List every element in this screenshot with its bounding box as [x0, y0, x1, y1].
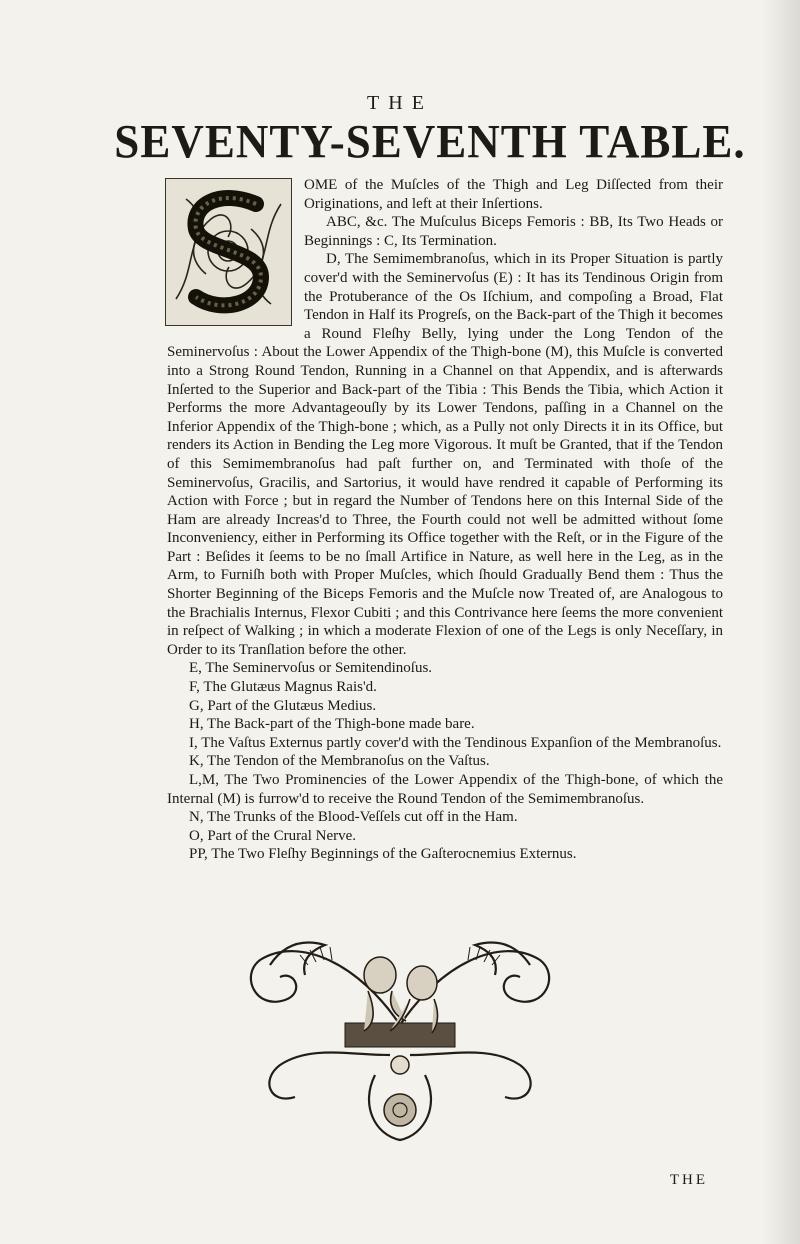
intro-paragraph: OME of the Muſcles of the Thigh and Leg Diſſected from their Originations, and left at their Inſertions. — [304, 177, 723, 212]
legend-item-pp: PP, The Two Fleſhy Beginnings of the Gaſterocnemius Externus. — [189, 846, 577, 863]
ornamental-initial-s-icon — [165, 178, 292, 326]
legend-item-k: K, The Tendon of the Membranoſus on the Vaſtus. — [189, 753, 490, 770]
legend-item-i: I, The Vaſtus Externus partly cover'd with the Tendinous Expanſion of the Membranoſus. — [189, 734, 722, 751]
legend-item-g: G, Part of the Glutæus Medius. — [189, 697, 377, 714]
legend-item-lm: L,M, The Two Prominencies of the Lower Appendix of the Thigh-bone, of which the Internal (M) is furrow'd to receive the Round Tendon of the Semimembranoſus. — [167, 772, 723, 807]
body-text — [167, 176, 723, 864]
legend-item-n: N, The Trunks of the Blood-Veſſels cut off in the Ham. — [189, 809, 518, 826]
legend-item-e: E, The Seminervoſus or Semitendinoſus. — [189, 660, 433, 677]
paragraph-abc: ABC, &c. The Muſculus Biceps Femoris : BB, Its Two Heads or Beginnings : C, Its Termination. — [304, 214, 723, 249]
tailpiece-ornament-icon — [240, 905, 560, 1155]
legend-item-f: F, The Glutæus Magnus Rais'd. — [189, 679, 377, 696]
legend-item-o: O, Part of the Crural Nerve. — [189, 827, 357, 844]
paragraph-d: D, The Semimembranoſus, which in its Proper Situation is partly cover'd with the Seminervoſus (E) : It has its Tendinous Origin from the Protuberance of the Os Iſchium, and compoſing a Broad, Flat Tendon in Half its Progreſs, on the Back-part of the Thigh it becomes a Round Fleſhy Belly, lying under the Long Tendon of the Seminervoſus : About the Lower Appendix of the Thigh-bone (M), this Muſcle is converted into a Strong Round Tendon, Running in a Channel on that Appendix, and is afterwards Inſerted to the Superior and Back-part of the Tibia : This Bends the Tibia, which Action it Performs the more Advantageouſly by its Lower Tendons, paſſing in a Channel on the Inferior Appendix of the Thigh-bone ; which, as a Pully not only Directs it in its Office, but renders its Action in Bending the Leg more Vigorous. It muſt be Granted, that if the Tendon of this Semimembranoſus had paſt further on, and Terminated with thoſe of the Seminervoſus, Gracilis, and Sartorius, it would have rendred it capable of Performing its Action with Force ; but in regard the Number of Tendons here on this Internal Side of the Ham are already Increas'd to Three, the Fourth could not well be admitted without ſome Inconveniency, either in Performing its Office together with the Reſt, or in the Figure of the Part : Beſides it ſeems to be no ſmall Artifice in Nature, as well here in the Leg, as in the Arm, to Furniſh both with Proper Muſcles, which ſhould Gradually Bend them : Thus the Shorter Beginning of the Biceps Femoris and the Muſcle now Treated of, are Analogous to the Brachialis Internus, Flexor Cubiti ; and this Contrivance here ſeems the more convenient in reſpect of Walking ; in which a moderate Flexion of one of the Legs is only Neceſſary, in Order to its Tranſlation before the other. — [167, 251, 723, 658]
legend-item-h: H, The Back-part of the Thigh-bone made bare. — [189, 716, 475, 733]
page-edge-shadow — [762, 0, 800, 1244]
catchword: THE — [669, 1172, 708, 1188]
page-title: SEVENTY-SEVENTH TABLE. — [114, 115, 746, 169]
running-head: THE — [367, 92, 433, 114]
